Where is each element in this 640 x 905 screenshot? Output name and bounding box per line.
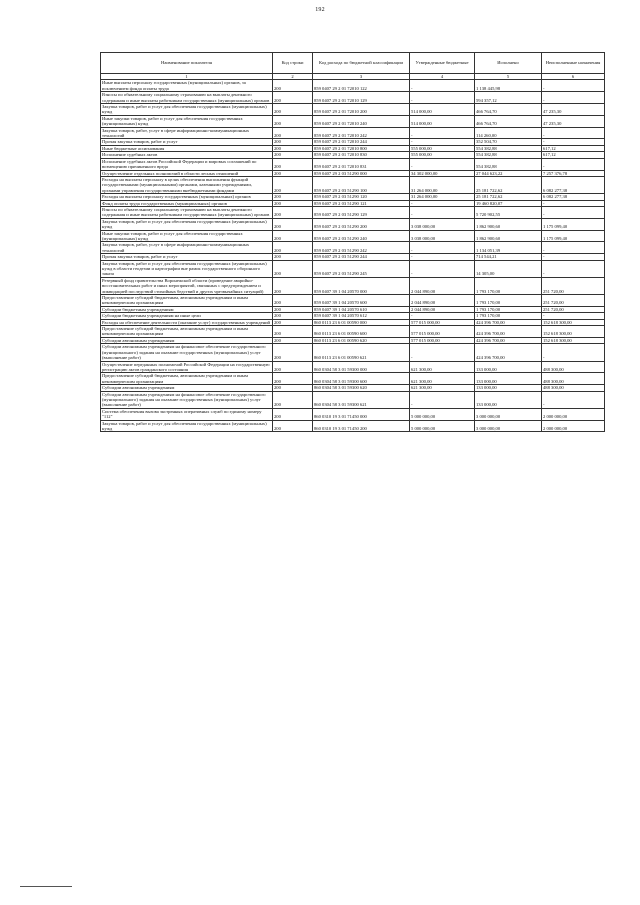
unexecuted-cell: - <box>542 92 605 104</box>
line-code-cell: 200 <box>273 200 313 206</box>
table-row <box>101 391 605 408</box>
executed-cell: 133 000,00 <box>475 373 542 385</box>
table-row <box>101 420 605 432</box>
indicator-name-cell: Прочая закупка товаров, работ и услуг <box>101 139 273 145</box>
line-code-cell: 200 <box>273 337 313 343</box>
indicator-name-cell: Расходы на выплаты персоналу государственных (муниципальных) органов <box>101 194 273 200</box>
expense-code-cell: 860 0304 58 3 01 59300 000 <box>313 361 410 373</box>
table-row <box>101 373 605 385</box>
unexecuted-cell: - <box>542 206 605 218</box>
expense-code-cell: 860 0113 23 6 01 00590 000 <box>313 319 410 325</box>
column-number: 3 <box>313 74 410 80</box>
expense-code-cell: 859 0407 29 2 03 51290 121 <box>313 200 410 206</box>
unexecuted-cell: 152 618 300,00 <box>542 319 605 325</box>
header-approved: Утвержденные бюджетные <box>410 53 475 74</box>
approved-cell: 2 044 890,00 <box>410 295 475 307</box>
executed-cell: 1 138 445,98 <box>475 80 542 92</box>
indicator-name-cell: Фонд оплаты труда государственных (муниципальных) органов <box>101 200 273 206</box>
line-code-cell: 200 <box>273 408 313 420</box>
expense-code-cell: 859 0407 29 2 03 51290 129 <box>313 206 410 218</box>
expense-code-cell: 859 0407 29 2 01 72010 244 <box>313 139 410 145</box>
indicator-name-cell: Закупка товаров, работ, услуг в сфере информационно-коммуникационных технологий <box>101 127 273 139</box>
executed-cell: 424 396 700,00 <box>475 326 542 338</box>
line-code-cell: 200 <box>273 313 313 319</box>
approved-cell: - <box>410 344 475 361</box>
line-code-cell: 200 <box>273 373 313 385</box>
indicator-name-cell: Субсидии автономным учреждениям на финансовое обеспечение государственного (муниципального) задания на оказание государственных (муниципальных) услуг (выполнение работ) <box>101 344 273 361</box>
approved-cell: - <box>410 139 475 145</box>
executed-cell: 3 000 000,00 <box>475 408 542 420</box>
indicator-name-cell: Резервный фонд правительства Воронежской области (проведение аварийно-восстановительных работ и иных мероприятий, связанных с предупреждением и ликвидацией последствий стихийных бедствий и других чрезвычайных ситуаций) <box>101 277 273 294</box>
table-row <box>101 260 605 277</box>
line-code-cell: 200 <box>273 361 313 373</box>
executed-cell: 1 793 170,00 <box>475 313 542 319</box>
expense-code-cell: 860 0304 58 3 01 59300 600 <box>313 373 410 385</box>
budget-execution-table <box>100 52 605 432</box>
executed-cell: 424 396 700,00 <box>475 319 542 325</box>
expense-code-cell: 859 0407 29 2 01 72010 200 <box>313 104 410 116</box>
unexecuted-cell: - <box>542 344 605 361</box>
line-code-cell: 200 <box>273 391 313 408</box>
approved-cell: 2 044 890,00 <box>410 306 475 312</box>
line-code-cell: 200 <box>273 152 313 158</box>
table-header-row <box>101 53 605 74</box>
indicator-name-cell: Взносы по обязательному социальному страхованию на выплаты денежного содержания и иные выплаты работникам государственных (муниципальных) органов <box>101 92 273 104</box>
line-code-cell: 200 <box>273 306 313 312</box>
expense-code-cell: 859 0407 29 2 01 72010 242 <box>313 127 410 139</box>
table-row <box>101 408 605 420</box>
column-number: 6 <box>542 74 605 80</box>
approved-cell: 5 000 000,00 <box>410 420 475 432</box>
approved-cell: - <box>410 200 475 206</box>
header-executed: Исполнено <box>475 53 542 74</box>
line-code-cell: 200 <box>273 158 313 170</box>
line-code-cell: 200 <box>273 206 313 218</box>
approved-cell: - <box>410 391 475 408</box>
expense-code-cell: 859 0407 29 2 01 72010 831 <box>313 158 410 170</box>
unexecuted-cell: 47 235,30 <box>542 115 605 127</box>
unexecuted-cell: 488 300,00 <box>542 373 605 385</box>
unexecuted-cell: - <box>542 242 605 254</box>
unexecuted-cell: 488 300,00 <box>542 361 605 373</box>
expense-code-cell: 860 0310 19 3 01 71450 000 <box>313 408 410 420</box>
approved-cell: 514 000,00 <box>410 115 475 127</box>
executed-cell: 1 793 170,00 <box>475 306 542 312</box>
executed-cell: 352 504,70 <box>475 139 542 145</box>
line-code-cell: 200 <box>273 80 313 92</box>
expense-code-cell: 859 0407 29 2 01 72010 122 <box>313 80 410 92</box>
unexecuted-cell: 617,12 <box>542 145 605 151</box>
expense-code-cell: 860 0304 58 3 01 59300 620 <box>313 385 410 391</box>
line-code-cell: 200 <box>273 218 313 230</box>
unexecuted-cell: - <box>542 391 605 408</box>
executed-cell: 1 793 170,00 <box>475 277 542 294</box>
table-row <box>101 242 605 254</box>
indicator-name-cell: Закупка товаров, работ и услуг для обеспечения государственных (муниципальных) нужд <box>101 218 273 230</box>
unexecuted-cell: 6 082 277,38 <box>542 176 605 193</box>
executed-cell: 554 382,88 <box>475 152 542 158</box>
expense-code-cell: 859 0407 39 1 04 20570 600 <box>313 295 410 307</box>
expense-code-cell: 859 0407 29 2 03 51290 100 <box>313 176 410 193</box>
line-code-cell: 200 <box>273 277 313 294</box>
executed-cell: 133 000,00 <box>475 385 542 391</box>
indicator-name-cell: Субсидии автономным учреждениям <box>101 337 273 343</box>
approved-cell: 621 300,00 <box>410 373 475 385</box>
approved-cell: 577 015 000,00 <box>410 337 475 343</box>
unexecuted-cell: 7 257 376,78 <box>542 170 605 176</box>
expense-code-cell: 859 0407 39 1 04 20570 610 <box>313 306 410 312</box>
executed-cell: 3 000 000,00 <box>475 420 542 432</box>
line-code-cell: 200 <box>273 295 313 307</box>
indicator-name-cell: Система обеспечения вызова экстренных оперативных служб по единому номеру "112" <box>101 408 273 420</box>
expense-code-cell: 859 0407 29 2 03 51290 242 <box>313 242 410 254</box>
table-row <box>101 326 605 338</box>
unexecuted-cell: - <box>542 200 605 206</box>
approved-cell: - <box>410 206 475 218</box>
footnote-divider <box>20 886 72 887</box>
approved-cell: 577 015 000,00 <box>410 326 475 338</box>
expense-code-cell: 860 0304 58 3 01 59300 621 <box>313 391 410 408</box>
unexecuted-cell: 1 175 099,40 <box>542 230 605 242</box>
indicator-name-cell: Исполнение судебных актов <box>101 152 273 158</box>
approved-cell: 555 000,00 <box>410 152 475 158</box>
table-row <box>101 230 605 242</box>
expense-code-cell: 859 0407 39 1 04 20570 000 <box>313 277 410 294</box>
line-code-cell: 200 <box>273 145 313 151</box>
unexecuted-cell: 251 720,00 <box>542 295 605 307</box>
table-row <box>101 158 605 170</box>
indicator-name-cell: Расходы на обеспечение деятельности (оказание услуг) государственных учреждений <box>101 319 273 325</box>
executed-cell: 594 357,12 <box>475 92 542 104</box>
indicator-name-cell: Закупка товаров, работ, услуг в сфере информационно-коммуникационных технологий <box>101 242 273 254</box>
approved-cell: 577 015 000,00 <box>410 319 475 325</box>
unexecuted-cell: - <box>542 80 605 92</box>
line-code-cell: 200 <box>273 170 313 176</box>
line-code-cell: 200 <box>273 139 313 145</box>
unexecuted-cell: 251 720,00 <box>542 306 605 312</box>
unexecuted-cell: 6 082 277,38 <box>542 194 605 200</box>
approved-cell: 34 302 000,00 <box>410 170 475 176</box>
header-line-code: Код строки <box>273 53 313 74</box>
line-code-cell: 200 <box>273 92 313 104</box>
executed-cell: 114 260,00 <box>475 127 542 139</box>
column-number: 4 <box>410 74 475 80</box>
expense-code-cell: 860 0113 23 6 01 00590 600 <box>313 326 410 338</box>
indicator-name-cell: Субсидии бюджетным учреждениям на иные цели <box>101 313 273 319</box>
indicator-name-cell: Осуществление отдельных полномочий в области лесных отношений <box>101 170 273 176</box>
table-row <box>101 127 605 139</box>
expense-code-cell: 859 0407 29 2 03 51290 244 <box>313 254 410 260</box>
header-unexecuted: Неисполненные назначения <box>542 53 605 74</box>
header-indicator-name: Наименование показателя <box>101 53 273 74</box>
table-row <box>101 80 605 92</box>
executed-cell: 19 460 820,07 <box>475 200 542 206</box>
line-code-cell: 200 <box>273 127 313 139</box>
approved-cell: - <box>410 80 475 92</box>
line-code-cell: 200 <box>273 420 313 432</box>
unexecuted-cell: 47 235,30 <box>542 104 605 116</box>
executed-cell: 1 862 900,60 <box>475 218 542 230</box>
line-code-cell: 200 <box>273 104 313 116</box>
approved-cell: 514 000,00 <box>410 104 475 116</box>
expense-code-cell: 859 0407 39 1 04 20570 612 <box>313 313 410 319</box>
line-code-cell: 200 <box>273 115 313 127</box>
expense-code-cell: 859 0407 29 2 03 51290 120 <box>313 194 410 200</box>
table-row <box>101 176 605 193</box>
approved-cell: 31 264 000,00 <box>410 176 475 193</box>
column-number: 2 <box>273 74 313 80</box>
indicator-name-cell: Закупка товаров, работ и услуг для обеспечения государственных (муниципальных) нужд <box>101 104 273 116</box>
executed-cell: 554 382,88 <box>475 158 542 170</box>
indicator-name-cell: Субсидии бюджетным учреждениям <box>101 306 273 312</box>
approved-cell: - <box>410 313 475 319</box>
unexecuted-cell: 2 000 000,00 <box>542 408 605 420</box>
page-number: 192 <box>315 7 325 13</box>
line-code-cell: 200 <box>273 385 313 391</box>
executed-cell: 14 305,00 <box>475 260 542 277</box>
approved-cell: 555 000,00 <box>410 145 475 151</box>
approved-cell: - <box>410 92 475 104</box>
approved-cell: - <box>410 158 475 170</box>
line-code-cell: 200 <box>273 344 313 361</box>
approved-cell: 3 038 000,00 <box>410 230 475 242</box>
approved-cell: 621 300,00 <box>410 361 475 373</box>
approved-cell: 2 044 890,00 <box>410 277 475 294</box>
line-code-cell: 200 <box>273 230 313 242</box>
indicator-name-cell: Субсидии автономным учреждениям <box>101 385 273 391</box>
unexecuted-cell: - <box>542 260 605 277</box>
table-row <box>101 115 605 127</box>
expense-code-cell: 859 0407 29 2 03 51290 245 <box>313 260 410 277</box>
column-number: 1 <box>101 74 273 80</box>
unexecuted-cell: 152 618 300,00 <box>542 326 605 338</box>
executed-cell: 27 044 623,22 <box>475 170 542 176</box>
table-row <box>101 92 605 104</box>
expense-code-cell: 859 0407 29 2 01 72010 240 <box>313 115 410 127</box>
indicator-name-cell: Предоставление субсидий бюджетным, автономным учреждениям и иным некоммерческим организациям <box>101 326 273 338</box>
executed-cell: 133 000,00 <box>475 391 542 408</box>
approved-cell: - <box>410 127 475 139</box>
approved-cell: 5 000 000,00 <box>410 408 475 420</box>
line-code-cell: 200 <box>273 326 313 338</box>
executed-cell: 466 764,70 <box>475 104 542 116</box>
executed-cell: 554 382,88 <box>475 145 542 151</box>
line-code-cell: 200 <box>273 242 313 254</box>
indicator-name-cell: Закупка товаров, работ и услуг для обеспечения государственных (муниципальных) нужд в области геодезии и картографии вне рамок государственного оборонного заказа <box>101 260 273 277</box>
expense-code-cell: 860 0113 23 6 01 00590 621 <box>313 344 410 361</box>
executed-cell: 25 181 722,62 <box>475 176 542 193</box>
expense-code-cell: 859 0407 29 2 03 51290 000 <box>313 170 410 176</box>
indicator-name-cell: Взносы по обязательному социальному страхованию на выплаты денежного содержания и иные выплаты работникам государственных (муниципальных) органов <box>101 206 273 218</box>
approved-cell: - <box>410 254 475 260</box>
expense-code-cell: 860 0113 23 6 01 00590 620 <box>313 337 410 343</box>
unexecuted-cell: 488 300,00 <box>542 385 605 391</box>
expense-code-cell: 859 0407 29 2 03 51290 200 <box>313 218 410 230</box>
unexecuted-cell: 1 175 099,40 <box>542 218 605 230</box>
unexecuted-cell: - <box>542 158 605 170</box>
header-expense-code: Код расхода по бюджетной классификации <box>313 53 410 74</box>
approved-cell: 621 300,00 <box>410 385 475 391</box>
indicator-name-cell: Прочая закупка товаров, работ и услуг <box>101 254 273 260</box>
unexecuted-cell: - <box>542 313 605 319</box>
unexecuted-cell: 617,12 <box>542 152 605 158</box>
indicator-name-cell: Иные бюджетные ассигнования <box>101 145 273 151</box>
indicator-name-cell: Расходы на выплаты персоналу в целях обеспечения выполнения функций государственными (муниципальными) органами, казенными учреждениями, органами управления государственными внебюджетными фондами <box>101 176 273 193</box>
expense-code-cell: 859 0407 29 2 01 72010 830 <box>313 152 410 158</box>
indicator-name-cell: Закупка товаров, работ и услуг для обеспечения государственных (муниципальных) нужд <box>101 420 273 432</box>
approved-cell: - <box>410 260 475 277</box>
expense-code-cell: 859 0407 29 2 01 72010 800 <box>313 145 410 151</box>
expense-code-cell: 859 0407 29 2 01 72010 129 <box>313 92 410 104</box>
table-row <box>101 361 605 373</box>
unexecuted-cell: 251 720,00 <box>542 277 605 294</box>
executed-cell: 424 396 700,00 <box>475 337 542 343</box>
executed-cell: 466 764,70 <box>475 115 542 127</box>
executed-cell: 714 544,21 <box>475 254 542 260</box>
unexecuted-cell: - <box>542 254 605 260</box>
column-number: 5 <box>475 74 542 80</box>
table-row <box>101 206 605 218</box>
unexecuted-cell: 2 000 000,00 <box>542 420 605 432</box>
table-row <box>101 295 605 307</box>
executed-cell: 1 793 170,00 <box>475 295 542 307</box>
unexecuted-cell: - <box>542 127 605 139</box>
line-code-cell: 200 <box>273 194 313 200</box>
executed-cell: 5 720 902,55 <box>475 206 542 218</box>
indicator-name-cell: Субсидии автономным учреждениям на финансовое обеспечение государственного (муниципального) задания на оказание государственных (муниципальных) услуг (выполнение работ) <box>101 391 273 408</box>
indicator-name-cell: Иные выплаты персоналу государственных (муниципальных) органов, за исключением фонда оплаты труда <box>101 80 273 92</box>
indicator-name-cell: Предоставление субсидий бюджетным, автономным учреждениям и иным некоммерческим организациям <box>101 373 273 385</box>
indicator-name-cell: Иные закупки товаров, работ и услуг для обеспечения государственных (муниципальных) нужд <box>101 115 273 127</box>
executed-cell: 133 000,00 <box>475 361 542 373</box>
executed-cell: 1 134 051,39 <box>475 242 542 254</box>
executed-cell: 1 862 900,60 <box>475 230 542 242</box>
approved-cell: - <box>410 242 475 254</box>
indicator-name-cell: Исполнение судебных актов Российской Федерации и мировых соглашений по возмещению причиненного вреда <box>101 158 273 170</box>
line-code-cell: 200 <box>273 254 313 260</box>
line-code-cell: 200 <box>273 176 313 193</box>
expense-code-cell: 859 0407 29 2 03 51290 240 <box>313 230 410 242</box>
table-row <box>101 277 605 294</box>
indicator-name-cell: Осуществление переданных полномочий Российской Федерации на государственную регистрацию актов гражданского состояния <box>101 361 273 373</box>
line-code-cell: 200 <box>273 319 313 325</box>
approved-cell: 31 264 000,00 <box>410 194 475 200</box>
expense-code-cell: 860 0310 19 3 01 71450 200 <box>313 420 410 432</box>
indicator-name-cell: Иные закупки товаров, работ и услуг для обеспечения государственных (муниципальных) нужд <box>101 230 273 242</box>
table-row <box>101 104 605 116</box>
line-code-cell: 200 <box>273 260 313 277</box>
unexecuted-cell: 152 618 300,00 <box>542 337 605 343</box>
table-row <box>101 344 605 361</box>
indicator-name-cell: Предоставление субсидий бюджетным, автономным учреждениям и иным некоммерческим организациям <box>101 295 273 307</box>
executed-cell: 25 181 722,62 <box>475 194 542 200</box>
unexecuted-cell: - <box>542 139 605 145</box>
approved-cell: 3 038 000,00 <box>410 218 475 230</box>
table-row <box>101 218 605 230</box>
executed-cell: 424 396 700,00 <box>475 344 542 361</box>
